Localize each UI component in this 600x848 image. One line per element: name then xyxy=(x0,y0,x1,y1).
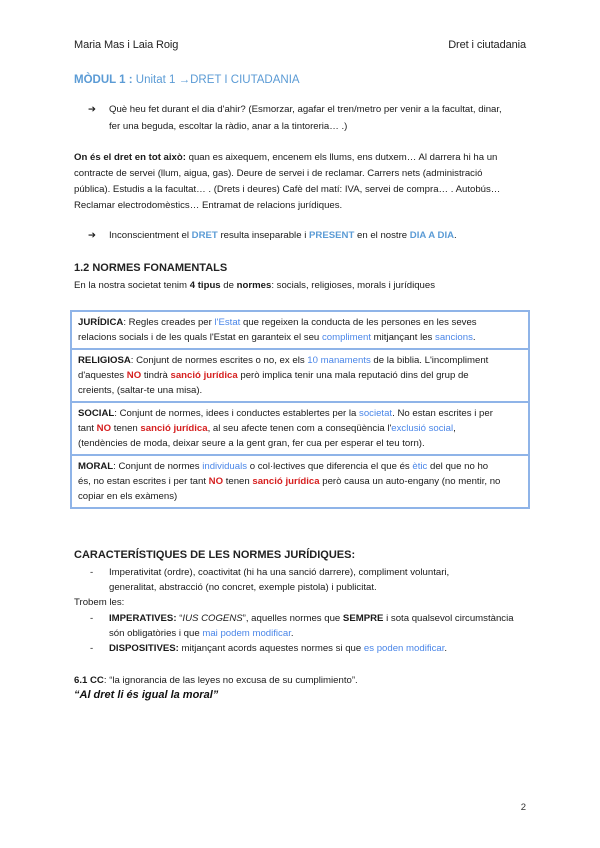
paragraph-text: quan es aixequem, encenem els llums, ens dutxem… Al darrera hi ha un xyxy=(185,152,498,163)
highlight-red: NO xyxy=(126,370,142,381)
text: mitjançant les xyxy=(371,332,436,343)
header-authors: Maria Mas i Laia Roig xyxy=(74,39,179,51)
text: : “la ignorancia de las leyes no excusa de su cumplimiento”. xyxy=(103,675,358,686)
paragraph-lead: On és el dret en tot això: xyxy=(74,152,186,163)
page-number: 2 xyxy=(520,802,526,813)
highlight-dia: DIA A DIA xyxy=(409,230,455,241)
highlight: exclusió social xyxy=(391,423,454,434)
text: o col·lectives que diferencia el que és xyxy=(247,461,413,472)
question-line-1: Què heu fet durant el dia d'ahir? (Esmorzar, agafar el tren/metro per venir a la facultat, dinar, xyxy=(109,104,502,115)
section-heading: 1.2 NORMES FONAMENTALS xyxy=(74,262,228,274)
norm-label: MORAL xyxy=(78,461,114,472)
paragraph-line: contracte de servei (llum, aigua, gas). Deure de servei i de reclamar. Carrers nets (administració xyxy=(74,168,483,179)
norm-religiosa xyxy=(72,350,528,403)
text: . No estan escrites i per xyxy=(392,408,493,419)
text: : socials, religioses, morals i jurídiques xyxy=(271,280,436,291)
highlight: mai podem modificar xyxy=(202,628,291,639)
page-title xyxy=(74,73,300,88)
text: és, no estan escrites i per tant xyxy=(78,476,209,487)
list-text: generalitat, abstracció (no concret, exemple pistola) i publicitat. xyxy=(109,582,377,593)
highlight-red: sanció jurídica xyxy=(140,423,208,434)
bold-text: SEMPRE xyxy=(342,613,384,624)
text: resulta inseparable i xyxy=(217,230,309,241)
header-subject: Dret i ciutadania xyxy=(448,39,526,51)
text: del que no ho xyxy=(427,461,489,472)
text: en el nostre xyxy=(354,230,410,241)
highlight-red: sanció jurídica xyxy=(252,476,320,487)
highlight-red: NO xyxy=(208,476,224,487)
text: : Conjunt de normes escrites o no, ex els xyxy=(130,355,308,366)
text: . xyxy=(472,332,476,343)
norm-moral xyxy=(72,456,528,507)
highlight: 10 manaments xyxy=(307,355,371,366)
cc-label: 6.1 CC xyxy=(74,675,104,686)
item-label: DISPOSITIVES: xyxy=(109,643,179,654)
bold-text: 4 tipus xyxy=(189,280,221,291)
text: , al seu afecte tenen com a conseqüència l' xyxy=(207,423,392,434)
text: “ xyxy=(176,613,183,624)
dash-bullet: - xyxy=(90,613,94,624)
highlight: ètic xyxy=(412,461,428,472)
text: són obligatòries i que xyxy=(109,628,203,639)
text: . xyxy=(454,230,457,241)
text: Inconscientment el xyxy=(109,230,192,241)
highlight-red: sanció jurídica xyxy=(170,370,238,381)
highlight: l'Estat xyxy=(214,317,241,328)
list-item-imperatives-cont xyxy=(109,626,526,641)
cc-quote xyxy=(74,673,526,688)
text: : Conjunt de normes xyxy=(113,461,203,472)
text: però implica tenir una mala reputació dins del grup de xyxy=(237,370,469,381)
list-text: Imperativitat (ordre), coactivitat (hi ha una sanció darrere), compliment voluntari, xyxy=(109,567,450,578)
text: : Regles creades per xyxy=(123,317,215,328)
text: creients, (saltar-te una misa). xyxy=(78,385,203,396)
paragraph-line xyxy=(74,150,526,165)
text: relacions socials i de les quals l'Estat en garanteix el seu xyxy=(78,332,322,343)
closing-quote: “Al dret li és igual la moral” xyxy=(74,689,219,701)
arrow-icon: ➔ xyxy=(88,104,97,115)
text: tenen xyxy=(111,423,141,434)
text: tant xyxy=(78,423,97,434)
text: tindrà xyxy=(141,370,171,381)
paragraph-line: pública). Estudis a la facultat… . (Drets i deures) Cafè del matí: IVA, servei de compra… . Autobús… xyxy=(74,184,501,195)
text: copiar en els exàmens) xyxy=(78,491,178,502)
norm-juridica xyxy=(72,312,528,350)
text: En la nostra societat tenim xyxy=(74,280,190,291)
highlight-present: PRESENT xyxy=(309,230,355,241)
text: . xyxy=(444,643,448,654)
section-heading: CARACTERÍSTIQUES DE LES NORMES JURÍDIQUES: xyxy=(74,549,356,561)
highlight-red: NO xyxy=(96,423,112,434)
module-label: MÒDUL 1 : xyxy=(74,74,133,86)
norm-label: JURÍDICA xyxy=(78,317,124,328)
statement-line xyxy=(109,228,526,243)
text: i sota qualsevol circumstància xyxy=(383,613,514,624)
dash-bullet: - xyxy=(90,567,94,578)
text: (tendències de moda, deixar seure a la gent gran, fer cua per esperar el teu torn). xyxy=(78,438,425,449)
text: que regeixen la conducta de les persones en les seves xyxy=(240,317,477,328)
text: però causa un auto-engany (no mentir, no xyxy=(319,476,501,487)
paragraph-line: Reclamar electrodomèstics… Entramat de relacions jurídiques. xyxy=(74,200,343,211)
arrow-icon: ➔ xyxy=(88,230,97,241)
list-item-imperatives xyxy=(109,611,526,626)
italic-text: IUS COGENS xyxy=(182,613,243,624)
norm-label: RELIGIOSA xyxy=(78,355,131,366)
norm-social xyxy=(72,403,528,456)
text: : Conjunt de normes, idees i conductes establertes per la xyxy=(114,408,360,419)
text: . xyxy=(290,628,294,639)
highlight: es poden modificar xyxy=(363,643,445,654)
text: d'aquestes xyxy=(78,370,127,381)
text: tenen xyxy=(223,476,253,487)
bold-text: normes xyxy=(236,280,272,291)
highlight: societat xyxy=(359,408,393,419)
dash-bullet: - xyxy=(90,643,94,654)
item-label: IMPERATIVES: xyxy=(109,613,177,624)
section-intro xyxy=(74,278,526,293)
highlight: sancions xyxy=(435,332,473,343)
trobem-label: Trobem les: xyxy=(74,597,125,608)
text: ”, aquelles normes que xyxy=(242,613,343,624)
text: , xyxy=(453,423,456,434)
norm-label: SOCIAL xyxy=(78,408,115,419)
norms-table xyxy=(70,310,530,509)
highlight: individuals xyxy=(202,461,248,472)
question-line-2: fer una beguda, escoltar la ràdio, anar a la tintoreria… .) xyxy=(109,121,348,132)
text: mitjançant acords aquestes normes si que xyxy=(178,643,364,654)
highlight-dret: DRET xyxy=(191,230,218,241)
text: de xyxy=(220,280,237,291)
list-item-dispositives xyxy=(109,641,526,656)
highlight: compliment xyxy=(321,332,372,343)
text: de la biblia. L'incompliment xyxy=(370,355,489,366)
unit-label: Unitat 1 →DRET I CIUTADANIA xyxy=(132,74,300,86)
